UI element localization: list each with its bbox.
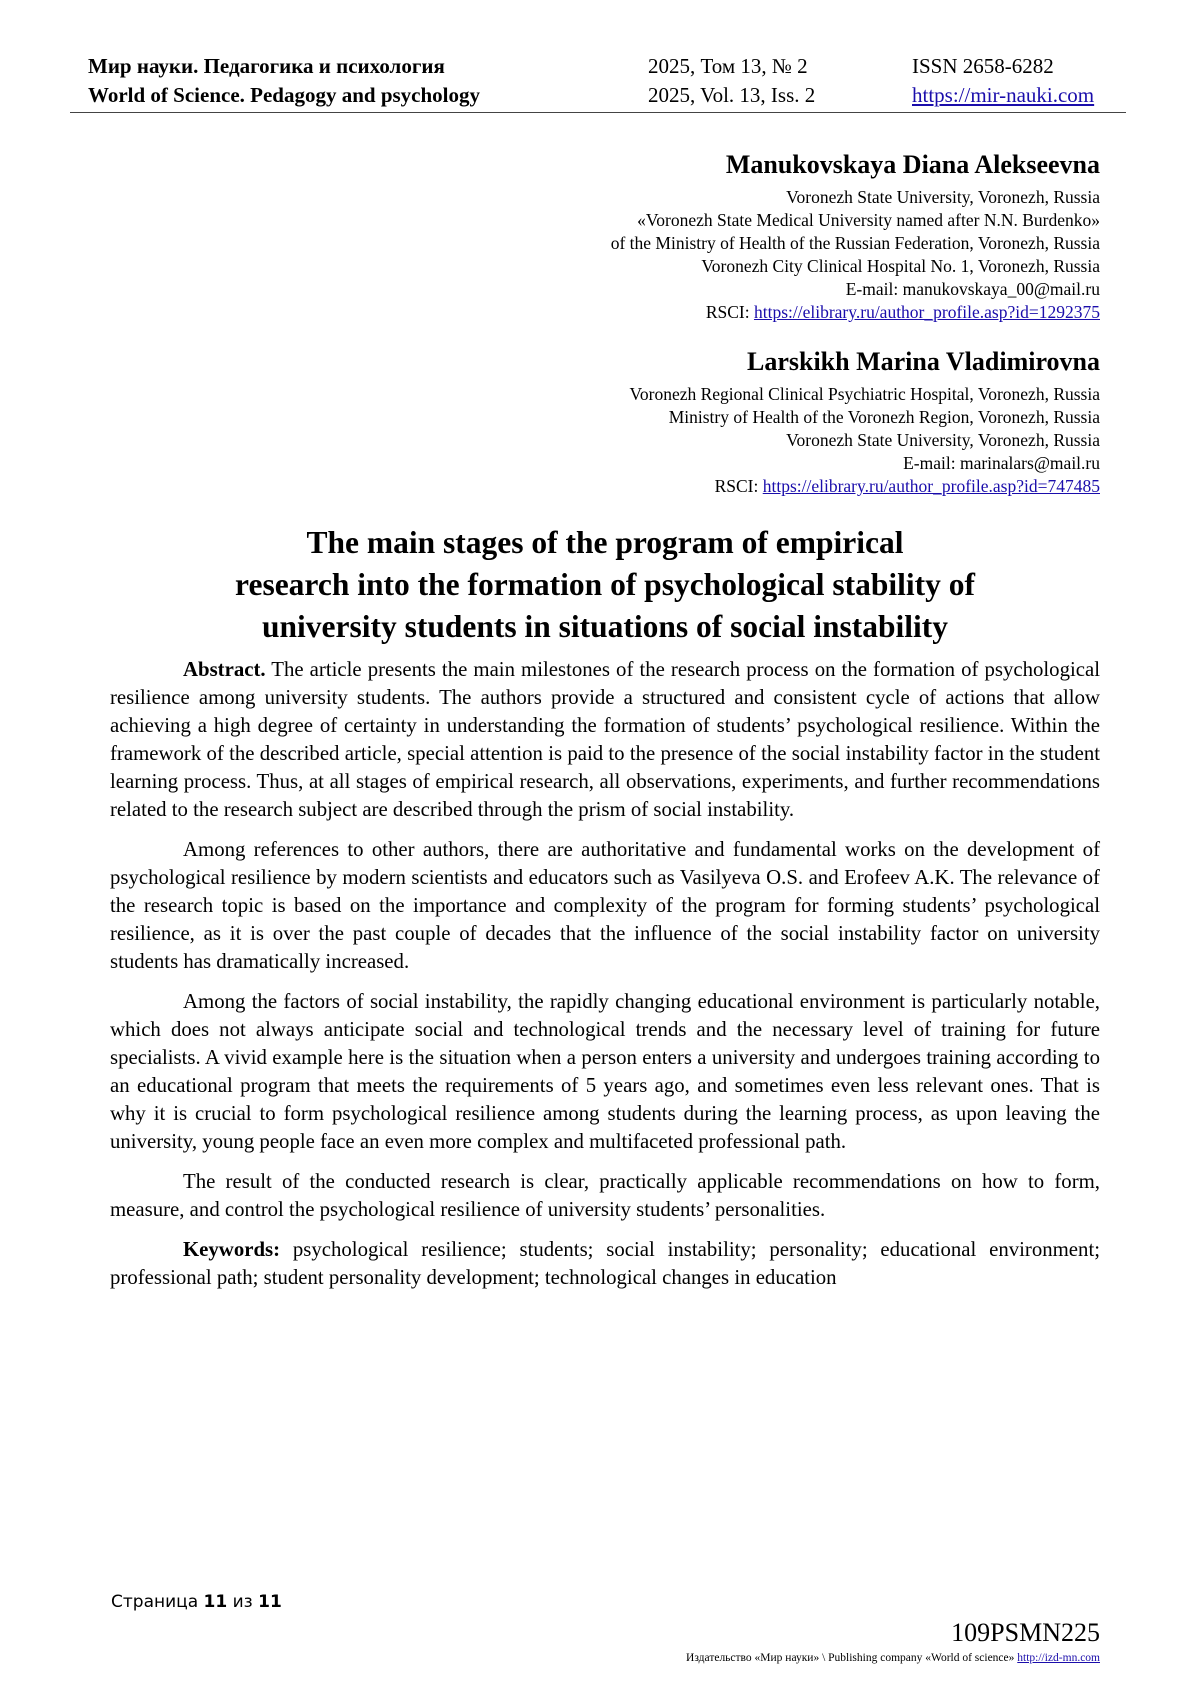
rsci-link[interactable]: https://elibrary.ru/author_profile.asp?id=1292375: [753, 302, 1100, 322]
keywords-label: Keywords:: [183, 1238, 281, 1261]
article-code: 109PSMN225: [951, 1618, 1100, 1647]
publisher-line: Издательство «Мир науки» \ Publishing company «World of science» http://izd-mn.com: [686, 1652, 1100, 1664]
affiliation-line: Voronezh Regional Clinical Psychiatric Hospital, Voronezh, Russia: [629, 384, 1100, 404]
abstract-paragraph: Abstract. The article presents the main milestones of the research process on the formation of psychological resilience among university students. The authors provide a structured and consistent cycle of actions that allow achieving a high degree of certainty in understanding the formation of students’ psychological resilience. Within the framework of the described article, special attention is paid to the presence of the social instability factor in the student learning process. Thus, at all stages of empirical research, all observations, experiments, and further recommendations related to the research subject are described through the prism of social instability.: [110, 658, 1100, 821]
issn-block: ISSN 2658-6282 https://mir-nauki.com: [912, 54, 1095, 107]
affiliation-line: «Voronezh State Medical University named after N.N. Burdenko»: [637, 210, 1100, 230]
affiliation-line: Voronezh State University, Voronezh, Russia: [786, 430, 1100, 450]
running-header: [70, 52, 1126, 113]
author-block-2: [630, 345, 1101, 498]
rsci-line: RSCI: https://elibrary.ru/author_profile.asp?id=1292375: [705, 302, 1100, 322]
abstract-label: Abstract.: [183, 658, 266, 681]
journal-title: Мир науки. Педагогика и психология World of Science. Pedagogy and psychology: [88, 54, 481, 107]
author-name: Larskikh Marina Vladimirovna: [747, 347, 1100, 376]
abstract-section: [110, 656, 1100, 1304]
rsci-link[interactable]: https://elibrary.ru/author_profile.asp?id=747485: [762, 476, 1100, 496]
author-block-1: [611, 148, 1100, 324]
page-counter: Страница 11 из 11: [111, 1592, 282, 1612]
publisher-link[interactable]: http://izd-mn.com: [1017, 1652, 1100, 1664]
affiliation-line: Voronezh State University, Voronezh, Russia: [786, 187, 1100, 207]
rsci-line: RSCI: https://elibrary.ru/author_profile.asp?id=747485: [714, 476, 1100, 496]
article-title: The main stages of the program of empirical research into the formation of psychological stability of university students in situations of social instability: [235, 525, 975, 644]
abstract-paragraph: Among the factors of social instability, the rapidly changing educational environment is particularly notable, which does not always anticipate social and technological trends and the necessary level of training for future specialists. A vivid example here is the situation when a person enters a university and undergoes training according to an educational program that meets the requirements of 5 years ago, and sometimes even less relevant ones. That is why it is crucial to form psychological resilience among students during the learning process, as upon leaving the university, young people face an even more complex and multifaceted professional path.: [110, 990, 1100, 1153]
affiliation-line: Ministry of Health of the Voronezh Region, Voronezh, Russia: [668, 407, 1100, 427]
affiliation-line: Voronezh City Clinical Hospital No. 1, Voronezh, Russia: [701, 256, 1100, 276]
author-email: E-mail: marinalars@mail.ru: [903, 453, 1100, 473]
author-email: E-mail: manukovskaya_00@mail.ru: [845, 279, 1100, 299]
journal-url-link[interactable]: https://mir-nauki.com: [912, 83, 1095, 107]
abstract-paragraph: The result of the conducted research is clear, practically applicable recommendations on how to form, measure, and control the psychological resilience of university students’ personalities.: [110, 1170, 1100, 1221]
author-name: Manukovskaya Diana Alekseevna: [725, 150, 1100, 179]
issue-info: 2025, Том 13, № 2 2025, Vol. 13, Iss. 2: [648, 54, 816, 107]
affiliation-line: of the Ministry of Health of the Russian Federation, Voronezh, Russia: [610, 233, 1100, 253]
keywords-paragraph: Keywords: psychological resilience; students; social instability; personality; educational environment; professional path; student personality development; technological changes in education: [110, 1238, 1100, 1289]
abstract-paragraph: Among references to other authors, there are authoritative and fundamental works on the development of psychological resilience by modern scientists and educators such as Vasilyeva O.S. and Erofeev A.K. The relevance of the research topic is based on the importance and complexity of the program for forming students’ psychological resilience, as it is over the past couple of decades that the influence of the social instability factor on university students has dramatically increased.: [110, 838, 1100, 973]
